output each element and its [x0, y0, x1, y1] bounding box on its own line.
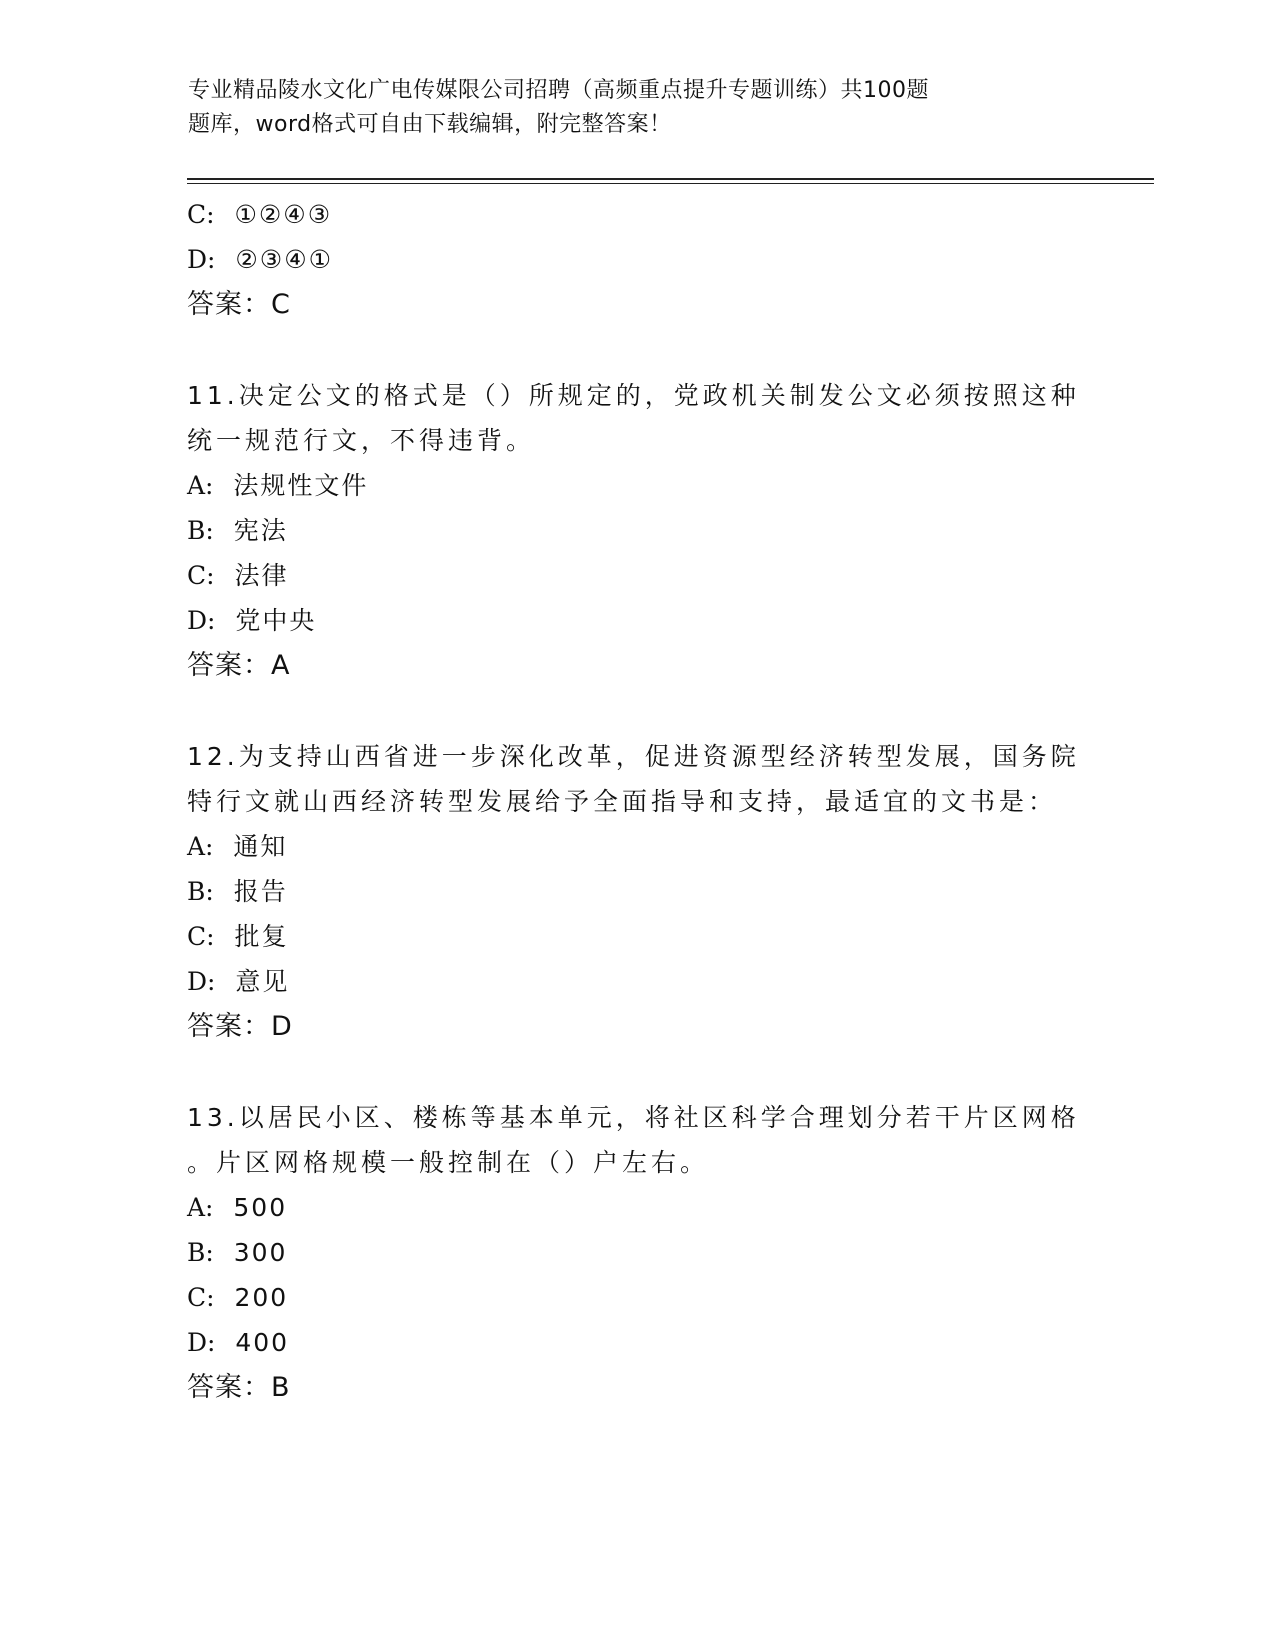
question-stem	[187, 373, 1087, 463]
document-body	[187, 192, 1087, 1411]
option-d	[187, 237, 1087, 282]
option-a	[187, 1185, 1087, 1230]
option-text: ②③④①	[235, 245, 334, 274]
question-11	[187, 373, 1087, 689]
option-letter: A:	[187, 832, 214, 861]
question-12	[187, 734, 1087, 1050]
stem-line: 特行文就山西经济转型发展给予全面指导和支持，最适宜的文书是：	[187, 787, 1058, 816]
option-c	[187, 914, 1087, 959]
option-b	[187, 869, 1087, 914]
option-text: 500	[233, 1193, 288, 1222]
option-text: 意见	[235, 967, 290, 996]
option-text: 法律	[234, 561, 289, 590]
option-letter: B:	[187, 1238, 214, 1267]
option-d	[187, 598, 1087, 643]
option-text: 批复	[234, 922, 289, 951]
option-letter: A:	[187, 471, 214, 500]
stem-line: 13.以居民小区、楼栋等基本单元，将社区科学合理划分若干片区网格	[187, 1103, 1080, 1132]
stem-line: 。片区网格规模一般控制在（）户左右。	[187, 1148, 710, 1177]
option-d	[187, 1320, 1087, 1365]
option-text: 400	[235, 1328, 290, 1357]
option-c	[187, 192, 1087, 237]
option-letter: D:	[187, 967, 216, 996]
option-text: 300	[233, 1238, 288, 1267]
option-b	[187, 1230, 1087, 1275]
option-text: 200	[234, 1283, 289, 1312]
question-stem	[187, 1095, 1087, 1185]
option-letter: D:	[187, 606, 216, 635]
answer-line: 答案：A	[187, 650, 291, 681]
header-line-1: 专业精品陵水文化广电传媒限公司招聘（高频重点提升专题训练）共100题	[188, 78, 929, 103]
stem-line: 12.为支持山西省进一步深化改革，促进资源型经济转型发展，国务院	[187, 742, 1080, 771]
option-letter: C:	[187, 561, 215, 590]
option-a	[187, 824, 1087, 869]
option-text: 党中央	[235, 606, 317, 635]
option-letter: D:	[187, 245, 216, 274]
question-13	[187, 1095, 1087, 1411]
option-text: 通知	[233, 832, 288, 861]
stem-line: 11.决定公文的格式是（）所规定的，党政机关制发公文必须按照这种	[187, 381, 1080, 410]
option-c	[187, 1275, 1087, 1320]
option-b	[187, 508, 1087, 553]
option-d	[187, 959, 1087, 1004]
option-letter: C:	[187, 1283, 215, 1312]
option-a	[187, 463, 1087, 508]
answer-line: 答案：D	[187, 1011, 293, 1042]
option-letter: A:	[187, 1193, 214, 1222]
option-letter: B:	[187, 516, 214, 545]
question-stem	[187, 734, 1087, 824]
header-divider	[187, 178, 1154, 180]
header-divider-thin	[187, 183, 1154, 184]
option-text: ①②④③	[234, 200, 333, 229]
answer-line: 答案：B	[187, 1372, 291, 1403]
option-letter: C:	[187, 200, 215, 229]
stem-line: 统一规范行文，不得违背。	[187, 426, 536, 455]
document-header	[188, 74, 1028, 142]
option-text: 宪法	[233, 516, 288, 545]
option-letter: D:	[187, 1328, 216, 1357]
option-c	[187, 553, 1087, 598]
option-text: 报告	[233, 877, 288, 906]
option-letter: B:	[187, 877, 214, 906]
answer-line: 答案：C	[187, 289, 291, 320]
prev-question	[187, 192, 1087, 328]
option-letter: C:	[187, 922, 215, 951]
header-line-2: 题库，word格式可自由下载编辑，附完整答案！	[188, 112, 672, 137]
option-text: 法规性文件	[233, 471, 369, 500]
